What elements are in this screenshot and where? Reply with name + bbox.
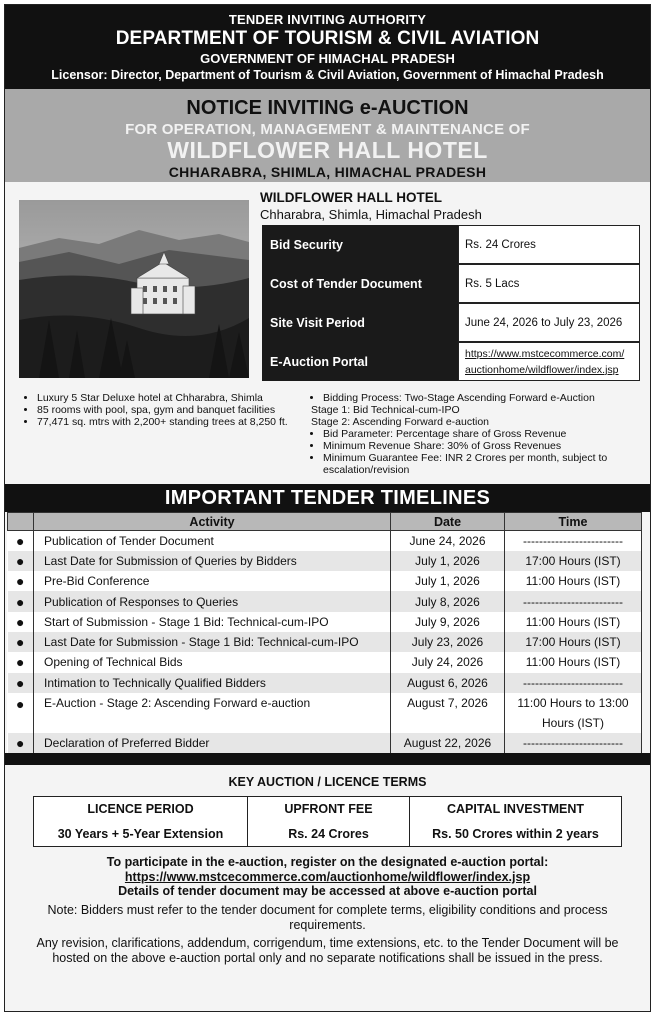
activity-cell: Publication of Tender Document [34, 531, 391, 551]
date-cell: July 1, 2026 [391, 551, 505, 571]
list-item: • 85 rooms with pool, spa, gym and banquet facilities [37, 404, 301, 416]
property-name: WILDFLOWER HALL HOTEL [260, 190, 442, 205]
detail-row-bid-security [262, 225, 640, 264]
time-header: Time [505, 513, 642, 531]
list-item: • Minimum Guarantee Fee: INR 2 Crores per month, subject to escalation/revision [323, 452, 641, 476]
portal-url-link[interactable]: https://www.mstcecommerce.com/auctionhome/wildflower/index.jsp [124, 869, 531, 884]
hotel-location: CHHARABRA, SHIMLA, HIMACHAL PRADESH [168, 164, 487, 180]
bullet-icon: ● [8, 673, 34, 693]
time-cell: 11:00 Hours to 13:00 Hours (IST) [505, 693, 642, 733]
time-cell: ------------------------- [505, 531, 642, 551]
participate-text: To participate in the e-auction, register on the designated e-auction portal: [106, 855, 549, 870]
portal-link-line1[interactable]: https://www.mstcecommerce.com/ [465, 347, 625, 360]
bullet-icon: ● [8, 733, 34, 753]
activity-cell: Declaration of Preferred Bidder [34, 733, 391, 753]
activity-cell: Start of Submission - Stage 1 Bid: Technical-cum-IPO [34, 612, 391, 632]
capital-investment-value: Rs. 50 Crores within 2 years [410, 822, 622, 847]
activity-cell: E-Auction - Stage 2: Ascending Forward e-auction [34, 693, 391, 733]
detail-row-portal [262, 342, 640, 381]
bullet-icon: ● [8, 612, 34, 632]
list-item: • Bid Parameter: Percentage share of Gross Revenue [323, 428, 641, 440]
authority-header [5, 5, 650, 89]
time-cell: ------------------------- [505, 673, 642, 693]
advertisement-page [4, 4, 651, 1012]
features-section [5, 392, 650, 484]
table-row [8, 591, 642, 611]
government-name: GOVERNMENT OF HIMACHAL PRADESH [200, 51, 455, 66]
date-cell: August 7, 2026 [391, 693, 505, 733]
stage2-line: Stage 2: Ascending Forward e-auction [311, 416, 490, 428]
hotel-photo [19, 200, 249, 378]
portal-link-line2[interactable]: auctionhome/wildflower/index.jsp [465, 363, 619, 376]
time-cell: ------------------------- [505, 591, 642, 611]
property-section [5, 182, 650, 392]
detail-value: Rs. 24 Crores [458, 225, 640, 264]
time-cell: ------------------------- [505, 733, 642, 753]
key-terms-heading: KEY AUCTION / LICENCE TERMS [228, 775, 427, 790]
date-cell: July 9, 2026 [391, 612, 505, 632]
table-row [8, 551, 642, 571]
bullet-icon: ● [8, 531, 34, 551]
notice-subtitle: FOR OPERATION, MANAGEMENT & MAINTENANCE OF [125, 121, 530, 138]
time-cell: 11:00 Hours (IST) [505, 652, 642, 672]
table-row [8, 693, 642, 733]
activity-header: Activity [34, 513, 391, 531]
property-address: Chharabra, Shimla, Himachal Pradesh [260, 207, 482, 222]
bullet-icon: ● [8, 693, 34, 733]
authority-label: TENDER INVITING AUTHORITY [228, 12, 427, 27]
date-cell: July 8, 2026 [391, 591, 505, 611]
detail-row-site-visit [262, 303, 640, 342]
detail-key: Bid Security [262, 225, 458, 264]
bullet-header [8, 513, 34, 531]
detail-key: Site Visit Period [262, 303, 458, 342]
time-cell: 11:00 Hours (IST) [505, 612, 642, 632]
timelines-table [7, 512, 642, 753]
licensor-line: Licensor: Director, Department of Tourism & Civil Aviation, Government of Himachal Pradesh [51, 68, 604, 82]
key-terms-value-row [34, 822, 622, 847]
time-cell: 11:00 Hours (IST) [505, 571, 642, 591]
department-name: DEPARTMENT OF TOURISM & CIVIL AVIATION [115, 28, 540, 49]
table-row [8, 531, 642, 551]
detail-key: Cost of Tender Document [262, 264, 458, 303]
detail-key: E-Auction Portal [262, 342, 458, 381]
capital-investment-label: CAPITAL INVESTMENT [410, 797, 622, 822]
table-row [8, 733, 642, 753]
notice-title: NOTICE INVITING e-AUCTION [186, 97, 469, 119]
bullet-icon: ● [8, 652, 34, 672]
tender-details-table [262, 225, 640, 381]
detail-value: Rs. 5 Lacs [458, 264, 640, 303]
table-row [8, 652, 642, 672]
list-item: • Minimum Revenue Share: 30% of Gross Revenues [323, 440, 641, 452]
list-item: • Bidding Process: Two-Stage Ascending Forward e-Auction [323, 392, 641, 404]
time-cell: 17:00 Hours (IST) [505, 632, 642, 652]
bullet-icon: ● [8, 551, 34, 571]
table-row [8, 673, 642, 693]
date-cell: August 6, 2026 [391, 673, 505, 693]
activity-cell: Pre-Bid Conference [34, 571, 391, 591]
date-cell: June 24, 2026 [391, 531, 505, 551]
details-access-text: Details of tender document may be accessed at above e-auction portal [118, 884, 537, 899]
activity-cell: Last Date for Submission of Queries by Bidders [34, 551, 391, 571]
revision-note: Any revision, clarifications, addendum, corrigendum, time extensions, etc. to the Tender Document will be hosted on the above e-auction portal only and no separate notifications shall be issued in the press. [36, 935, 619, 965]
licence-period-value: 30 Years + 5-Year Extension [34, 822, 248, 847]
activity-cell: Publication of Responses to Queries [34, 591, 391, 611]
upfront-fee-value: Rs. 24 Crores [248, 822, 410, 847]
hotel-features-list [19, 392, 301, 428]
date-cell: July 24, 2026 [391, 652, 505, 672]
time-cell: 17:00 Hours (IST) [505, 551, 642, 571]
hotel-name: WILDFLOWER HALL HOTEL [167, 137, 488, 163]
date-cell: August 22, 2026 [391, 733, 505, 753]
key-terms-table [33, 796, 622, 847]
notice-banner [5, 89, 650, 182]
activity-cell: Last Date for Submission - Stage 1 Bid: Technical-cum-IPO [34, 632, 391, 652]
timelines-heading: IMPORTANT TENDER TIMELINES [5, 484, 650, 512]
date-header: Date [391, 513, 505, 531]
table-row [8, 571, 642, 591]
upfront-fee-label: UPFRONT FEE [248, 797, 410, 822]
bullet-icon: ● [8, 632, 34, 652]
licence-period-label: LICENCE PERIOD [34, 797, 248, 822]
date-cell: July 1, 2026 [391, 571, 505, 591]
detail-row-tender-cost [262, 264, 640, 303]
date-cell: July 23, 2026 [391, 632, 505, 652]
list-item: • Luxury 5 Star Deluxe hotel at Chharabra, Shimla [37, 392, 301, 404]
bullet-icon: ● [8, 571, 34, 591]
list-item: • 77,471 sq. mtrs with 2,200+ standing trees at 8,250 ft. [37, 416, 301, 428]
bidding-process-list [311, 392, 641, 476]
key-terms-label-row [34, 797, 622, 822]
participation-info [5, 855, 650, 899]
table-row [8, 612, 642, 632]
table-header-row [8, 513, 642, 531]
detail-value: June 24, 2026 to July 23, 2026 [458, 303, 640, 342]
activity-cell: Opening of Technical Bids [34, 652, 391, 672]
timelines-divider [5, 753, 650, 765]
activity-cell: Intimation to Technically Qualified Bidders [34, 673, 391, 693]
stage1-line: Stage 1: Bid Technical-cum-IPO [311, 404, 460, 416]
bullet-icon: ● [8, 591, 34, 611]
table-row [8, 632, 642, 652]
bidder-note: Note: Bidders must refer to the tender document for complete terms, eligibility conditions and process requirements. [47, 902, 608, 932]
portal-link[interactable] [458, 342, 640, 381]
